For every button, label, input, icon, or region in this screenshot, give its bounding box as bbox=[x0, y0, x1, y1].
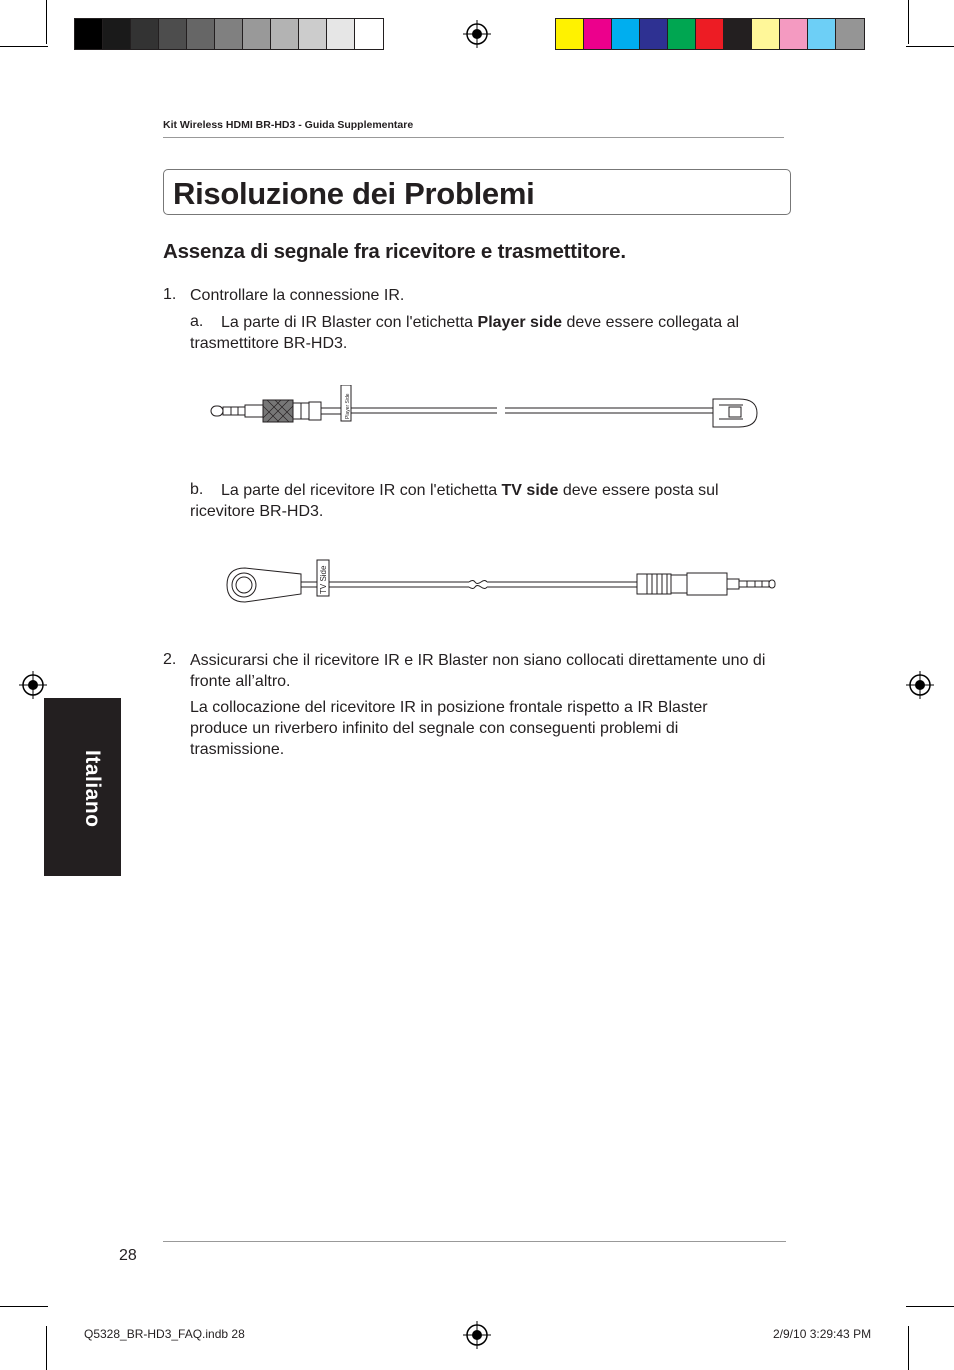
registration-mark-icon bbox=[906, 671, 934, 699]
crop-mark bbox=[46, 1326, 47, 1370]
tv-side-tag: TV Side bbox=[319, 565, 328, 594]
color-swatch bbox=[724, 19, 752, 49]
color-swatch bbox=[780, 19, 808, 49]
color-swatch bbox=[243, 19, 271, 49]
process-color-bar bbox=[555, 18, 865, 50]
header-divider bbox=[163, 137, 784, 138]
crop-mark bbox=[906, 46, 954, 47]
substep-b-post: deve essere posta sul ricevitore BR-HD3. bbox=[190, 482, 719, 520]
substep-a-pre: La parte di IR Blaster con l'etichetta bbox=[221, 314, 478, 331]
color-swatch bbox=[159, 19, 187, 49]
color-swatch bbox=[584, 19, 612, 49]
page-number: 28 bbox=[119, 1247, 137, 1264]
step-note: La collocazione del ricevitore IR in posizione frontale rispetto a IR Blaster produce un riverbero infinito del segnale con conseguenti problemi di trasmissione. bbox=[190, 699, 708, 758]
crop-mark bbox=[908, 0, 909, 44]
substep-b-pre: La parte del ricevitore IR con l'etichetta bbox=[221, 482, 502, 499]
color-swatch bbox=[75, 19, 103, 49]
title-box bbox=[163, 169, 791, 215]
color-swatch bbox=[215, 19, 243, 49]
step-number: 2. bbox=[163, 651, 177, 668]
registration-mark-icon bbox=[463, 1321, 491, 1349]
substep-b-bold: TV side bbox=[501, 482, 559, 499]
color-swatch bbox=[640, 19, 668, 49]
color-swatch bbox=[668, 19, 696, 49]
ir-receiver-cable-illustration bbox=[225, 558, 777, 610]
step-text: Assicurarsi che il ricevitore IR e IR Blaster non siano collocati direttamente uno di fronte all’altro. bbox=[190, 652, 766, 690]
color-swatch bbox=[612, 19, 640, 49]
crop-mark bbox=[0, 46, 48, 47]
color-swatch bbox=[696, 19, 724, 49]
running-header: Kit Wireless HDMI BR-HD3 - Guida Supplementare bbox=[163, 119, 414, 131]
registration-mark-icon bbox=[19, 671, 47, 699]
slug-filename: Q5328_BR-HD3_FAQ.indb 28 bbox=[84, 1327, 245, 1341]
substep-a-bold: Player side bbox=[477, 314, 563, 331]
color-swatch bbox=[355, 19, 383, 49]
substep-a-post: deve essere collegata al trasmettitore BR-HD3. bbox=[190, 314, 740, 352]
step-number: 1. bbox=[163, 286, 177, 303]
grayscale-color-bar bbox=[74, 18, 384, 50]
color-swatch bbox=[131, 19, 159, 49]
language-label: Italiano bbox=[81, 750, 104, 828]
language-side-tab bbox=[44, 698, 121, 876]
registration-mark-icon bbox=[463, 20, 491, 48]
color-swatch bbox=[271, 19, 299, 49]
color-swatch bbox=[752, 19, 780, 49]
section-heading: Assenza di segnale fra ricevitore e trasmettitore. bbox=[163, 240, 626, 263]
crop-mark bbox=[908, 1326, 909, 1370]
crop-mark bbox=[46, 0, 47, 44]
color-swatch bbox=[808, 19, 836, 49]
color-swatch bbox=[299, 19, 327, 49]
page-title: Risoluzione dei Problemi bbox=[173, 176, 535, 211]
footer-divider bbox=[163, 1241, 786, 1242]
color-swatch bbox=[836, 19, 864, 49]
substep-b-text bbox=[190, 480, 785, 522]
step-text: Controllare la connessione IR. bbox=[190, 287, 405, 304]
player-side-tag: Player Side bbox=[345, 393, 351, 419]
color-swatch bbox=[103, 19, 131, 49]
color-swatch bbox=[556, 19, 584, 49]
crop-mark bbox=[906, 1306, 954, 1307]
substep-letter: b. bbox=[190, 481, 204, 498]
color-swatch bbox=[327, 19, 355, 49]
crop-mark bbox=[0, 1306, 48, 1307]
ir-blaster-cable-illustration bbox=[205, 385, 765, 435]
substep-a-text bbox=[190, 312, 785, 354]
substep-letter: a. bbox=[190, 313, 204, 330]
slug-datetime: 2/9/10 3:29:43 PM bbox=[773, 1327, 872, 1341]
color-swatch bbox=[187, 19, 215, 49]
